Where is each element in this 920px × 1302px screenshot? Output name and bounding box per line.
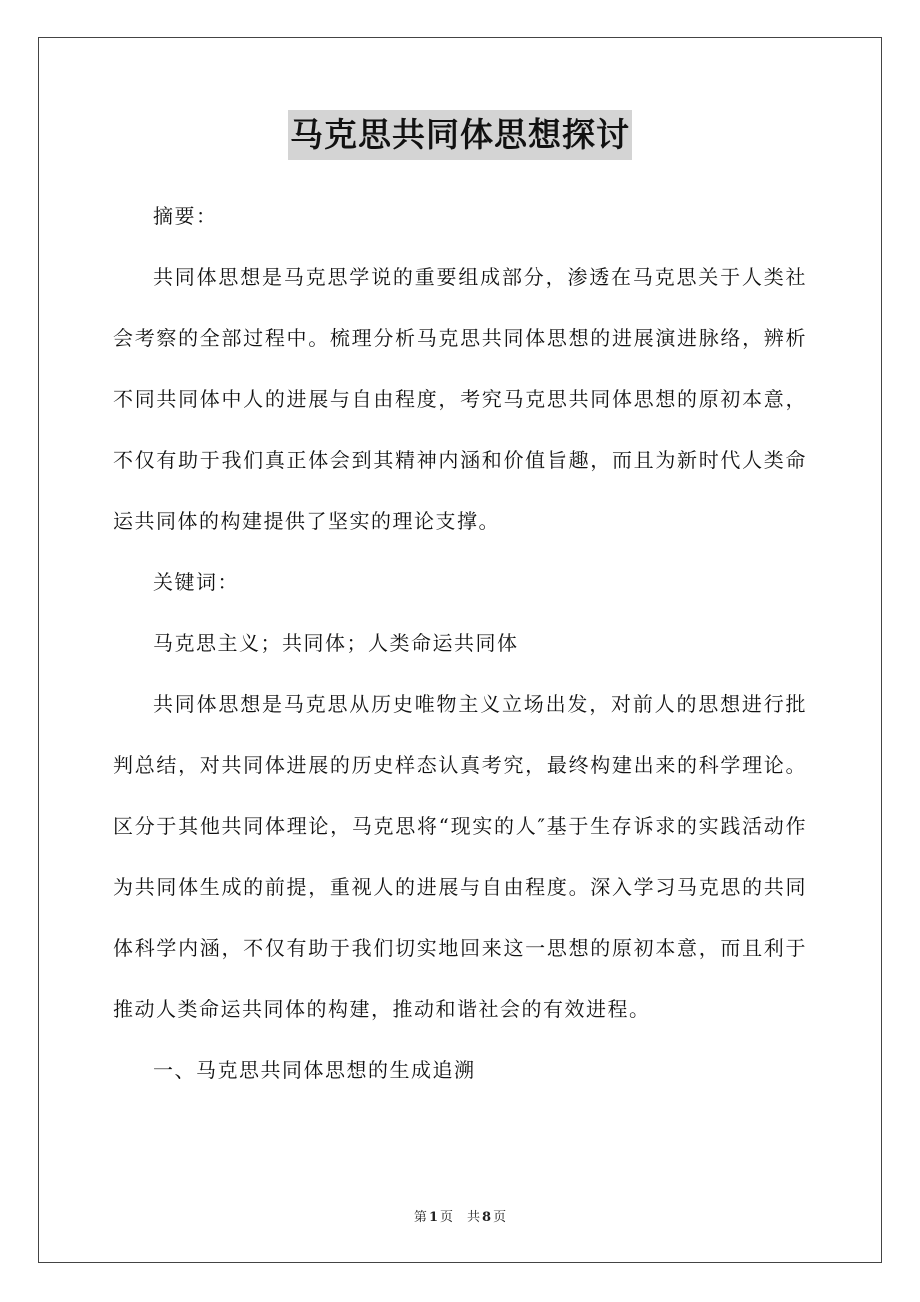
- document-body: [113, 186, 807, 1101]
- footer-page-mid: 页: [439, 1210, 453, 1225]
- footer-total-suffix: 页: [493, 1210, 507, 1225]
- footer-page-prefix: 第: [413, 1210, 427, 1225]
- footer-total-prefix: 共: [467, 1210, 481, 1225]
- document-title: 马克思共同体思想探讨: [288, 110, 632, 160]
- intro-paragraph: 共同体思想是马克思从历史唯物主义立场出发，对前人的思想进行批判总结，对共同体进展的历史样态认真考究，最终构建出来的科学理论。区分于其他共同体理论，马克思将“现实的人″基于生存诉求的实践活动作为共同体生成的前提，重视人的进展与自由程度。深入学习马克思的共同体科学内涵，不仅有助于我们切实地回来这一思想的原初本意，而且利于推动人类命运共同体的构建，推动和谐社会的有效进程。: [113, 692, 807, 1021]
- abstract-heading: 摘要：: [153, 204, 218, 228]
- page-footer: [0, 1206, 920, 1225]
- keywords-heading: 关键词：: [153, 570, 239, 594]
- section-heading: 一、马克思共同体思想的生成追溯: [153, 1058, 476, 1082]
- footer-page-total: 8: [482, 1210, 492, 1225]
- keywords-list: 马克思主义；共同体；人类命运共同体: [153, 631, 519, 655]
- footer-page-current: 1: [428, 1210, 438, 1225]
- title-container: [0, 110, 920, 160]
- abstract-paragraph: 共同体思想是马克思学说的重要组成部分，渗透在马克思关于人类社会考察的全部过程中。梳理分析马克思共同体思想的进展演进脉络，辨析不同共同体中人的进展与自由程度，考究马克思共同体思想的原初本意，不仅有助于我们真正体会到其精神内涵和价值旨趣，而且为新时代人类命运共同体的构建提供了坚实的理论支撑。: [113, 265, 807, 533]
